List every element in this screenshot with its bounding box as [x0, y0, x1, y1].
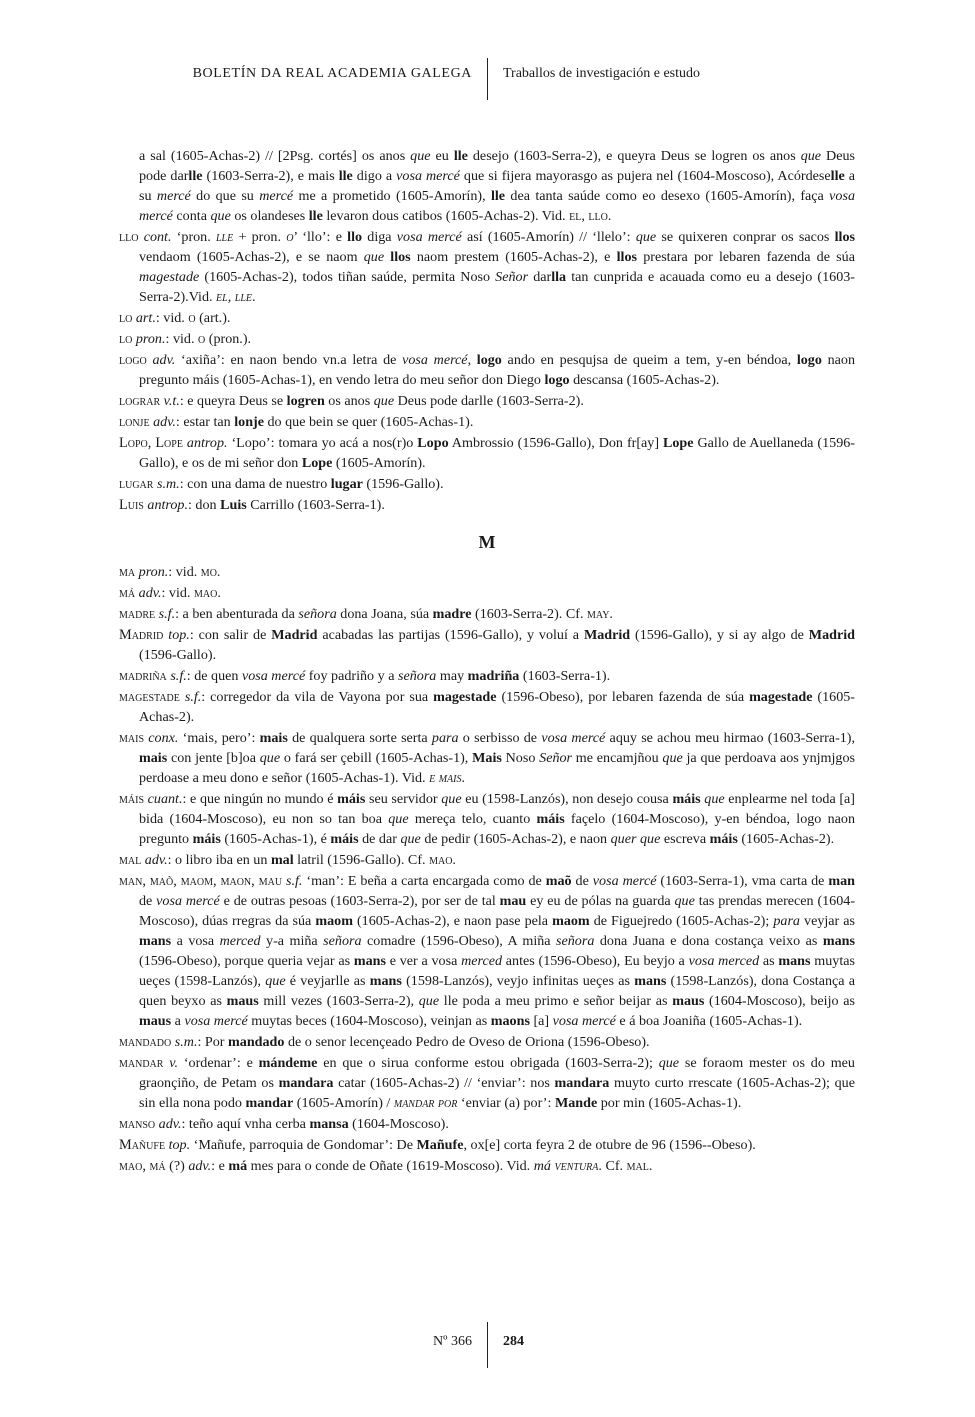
dictionary-entry-mais-cuant: máis cuant.: e que ningún no mundo é máis seu servidor que eu (1598-Lanzós), non desejo cousa máis que enplearme nel toda [a] bida (1604-Moscoso), eu non so tan boa que mereça telo, cuanto máis façelo (1604-Moscoso), y-en béndoa, logo naon pregunto máis (1605-Achas-1), é máis de dar que de pedir (1605-Achas-2), e naon quer que escreva máis (1605-Achas-2).	[119, 791, 856, 847]
dictionary-entry-logo: logo adv. ‘axiña’: en naon bendo vn.a letra de vosa mercé, logo ando en pesqujsa de queim a tem, y-en béndoa, logo naon pregunto máis (1605-Achas-1), en vendo letra do meu señor don Diego logo descansa (1605-Achas-2).	[119, 352, 855, 388]
dictionary-entry-luis: Luis antrop.: don Luis Carrillo (1603-Serra-1).	[119, 497, 385, 513]
dictionary-entry-lle-continued: a sal (1605-Achas-2) // [2Psg. cortés] os anos que eu lle desejo (1603-Serra-2), e queyra Deus se logren os anos que Deus pode darlle (1603-Serra-2), e mais lle digo a vosa mercé que si fijera mayorasgo as pujera nel (1604-Moscoso), Acórdeselle a su mercé do que su mercé me a prometido (1605-Amorín), lle dea tanta saúde como eo desexo (1605-Amorín), faça vosa mercé conta que os olandeses lle levaron dous catibos (1605-Achas-2). Vid. el, llo.	[139, 148, 856, 224]
dictionary-entry-madrid: Madrid top.: con salir de Madrid acabadas las partijas (1596-Gallo), y voluí a Madrid (1596-Gallo), y si ay algo de Madrid (1596-Gallo).	[119, 627, 855, 663]
dictionary-entry-manufe: Mañufe top. ‘Mañufe, parroquia de Gondomar’: De Mañufe, ox[e] corta feyra 2 de otubre de 96 (1596--Obeso).	[119, 1137, 756, 1153]
journal-title: BOLETÍN DA REAL ACADEMIA GALEGA	[192, 66, 472, 81]
dictionary-entry-lopo: Lopo, Lope antrop. ‘Lopo’: tomara yo acá a nos(r)o Lopo Ambrossio (1596-Gallo), Don fr[ay] Lope Gallo de Auellaneda (1596-Gallo), e os de mi señor don Lope (1605-Amorín).	[119, 435, 855, 471]
dictionary-entry-lonje: lonje adv.: estar tan lonje do que bein se quer (1605-Achas-1).	[119, 414, 474, 430]
dictionary-entry-manso: manso adv.: teño aquí vnha cerba mansa (1604-Moscoso).	[119, 1116, 449, 1132]
dictionary-entry-llo: llo cont. ‘pron. lle + pron. o’ ‘llo’: e llo diga vosa mercé así (1605-Amorín) // ‘llelo’: que se quixeren conprar os sacos llos vendaom (1605-Achas-2), e se naom que llos naom prestem (1605-Achas-2), e llos prestara por lebaren fazenda de súa magestade (1605-Achas-2), todos tiñan saúde, permita Noso Señor darlla tan cunprida e acauada como eu a desejo (1603-Serra-2).Vid. el, lle.	[119, 229, 856, 305]
dictionary-entry-mal: mal adv.: o libro iba en un mal latril (1596-Gallo). Cf. mao.	[119, 852, 456, 868]
section-title: Traballos de investigación e estudo	[503, 66, 701, 81]
dictionary-body	[119, 146, 855, 1177]
page-footer	[0, 1322, 975, 1368]
section-heading-m: M	[478, 532, 496, 552]
dictionary-entry-madre: madre s.f.: a ben abenturada da señora dona Joana, súa madre (1603-Serra-2). Cf. may.	[119, 606, 613, 622]
dictionary-entry-ma-adv: má adv.: vid. mao.	[119, 585, 221, 601]
dictionary-entry-lo-art: lo art.: vid. o (art.).	[119, 310, 231, 326]
dictionary-entry-mao: mao, má (?) adv.: e má mes para o conde de Oñate (1619-Moscoso). Vid. má ventura. Cf. mal.	[119, 1158, 653, 1174]
dictionary-entry-lograr: lograr v.t.: e queyra Deus se logren os anos que Deus pode darlle (1603-Serra-2).	[119, 393, 584, 409]
dictionary-entry-man: man, maõ, maom, maon, mau s.f. ‘man’: E beña a carta encargada como de maõ de vosa mercé (1603-Serra-1), vma carta de man de vosa mercé e de outras pesoas (1603-Serra-2), por ser de tal mau ey eu de pólas na guarda que tas prendas merecen (1604-Moscoso), dúas rregras da súa maom (1605-Achas-2), e naon pase pela maom de Figuejredo (1605-Achas-2); para veyjar as mans a vosa merced y-a miña señora comadre (1596-Obeso), A miña señora dona Juana e dona costança veixo as mans (1596-Obeso), porque queria vejar as mans e ver a vosa merced antes (1596-Obeso), Eu beyjo a vosa merced as mans muytas ueçes (1598-Lanzós), que é veyjarlle as mans (1598-Lanzós), veyjo infinitas ueçes as mans (1598-Lanzós), dona Costança a quen beyxo as maus mill vezes (1603-Serra-2), que lle poda a meu primo e señor beijar as maus (1604-Moscoso), beijo as maus a vosa mercé muytas beces (1604-Moscoso), veinjan as maons [a] vosa mercé e á boa Joaniña (1605-Achas-1).	[119, 873, 856, 1029]
dictionary-entry-lugar: lugar s.m.: con una dama de nuestro lugar (1596-Gallo).	[119, 476, 444, 492]
dictionary-entry-magestade: magestade s.f.: corregedor da vila de Vayona por sua magestade (1596-Obeso), por lebaren fazenda de súa magestade (1605-Achas-2).	[119, 689, 855, 725]
header-divider	[487, 58, 488, 100]
footer-divider	[487, 1322, 488, 1368]
page-number: 284	[503, 1334, 524, 1349]
dictionary-entry-madrina: madriña s.f.: de quen vosa mercé foy padriño y a señora may madriña (1603-Serra-1).	[119, 668, 611, 684]
dictionary-entry-mais-conx: mais conx. ‘mais, pero’: mais de qualquera sorte serta para o serbisso de vosa mercé aquy se achou meu hirmao (1603-Serra-1), mais con jente [b]oa que o fará ser çebill (1605-Achas-1), Mais Noso Señor me encamjñou que ja que perdoava aos ynjmjgos perdoase a meu dono e señor (1605-Achas-1). Vid. e mais.	[119, 730, 856, 786]
dictionary-entry-lo-pron: lo pron.: vid. o (pron.).	[119, 331, 252, 347]
dictionary-entry-mandado: mandado s.m.: Por mandado de o senor lecençeado Pedro de Oveso de Oriona (1596-Obeso).	[119, 1034, 650, 1050]
issue-number: Nº 366	[433, 1334, 472, 1349]
dictionary-entry-mandar: mandar v. ‘ordenar’: e mándeme en que o sirua conforme estou obrigada (1603-Serra-2); que se foraom mester os do meu graonçiño, de Petam os mandara catar (1605-Achas-2) // ‘enviar’: nos mandara muyto curto rrescate (1605-Achas-2); que sin ella nona podo mandar (1605-Amorín) / mandar por ‘enviar (a) por’: Mande por min (1605-Achas-1).	[119, 1055, 855, 1111]
page-header	[0, 58, 975, 102]
dictionary-entry-ma: ma pron.: vid. mo.	[119, 564, 221, 580]
